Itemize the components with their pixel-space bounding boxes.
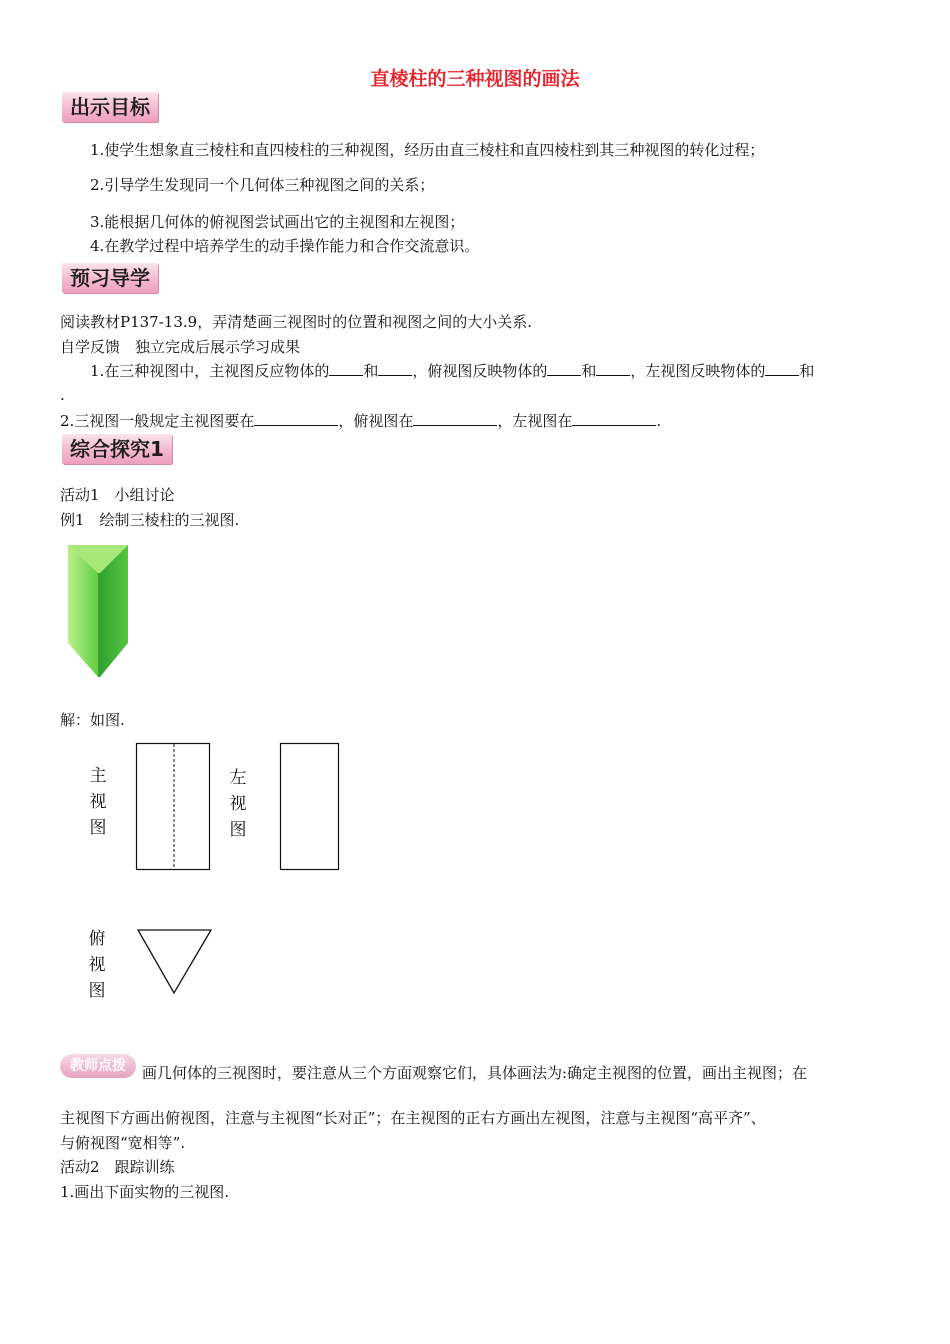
front-view-drawing: [135, 742, 213, 872]
q2-end: .: [656, 412, 662, 430]
tip-line-1: 画几何体的三视图时，要注意从三个方面观察它们，具体画法为:确定主视图的位置，画出主视图；在: [142, 1064, 808, 1082]
question-1-dot: .: [60, 386, 65, 404]
blank-1[interactable]: [329, 361, 363, 376]
goal-item-4: 4.在教学过程中培养学生的动手操作能力和合作交流意识。: [90, 237, 480, 255]
preview-reading: 阅读教材P137-13.9，弄清楚画三视图时的位置和视图之间的大小关系.: [60, 313, 532, 331]
left-view-drawing: [279, 742, 343, 872]
goal-item-2: 2.引导学生发现同一个几何体三种视图之间的关系；: [90, 176, 435, 194]
blank-6[interactable]: [254, 411, 338, 426]
top-view-label: 俯 视 图: [88, 929, 106, 1001]
q1-text-a: 1.在三种视图中，主视图反应物体的: [90, 362, 330, 380]
activity-1: 活动1 小组讨论: [60, 486, 175, 504]
page-title: 直棱柱的三种视图的画法: [370, 68, 580, 90]
blank-4[interactable]: [596, 361, 630, 376]
blank-8[interactable]: [572, 411, 656, 426]
q1-text-f: 和: [799, 362, 815, 380]
q2-text-c: ，左视图在: [497, 412, 573, 430]
blank-7[interactable]: [413, 411, 497, 426]
q1-text-c: ，俯视图反映物体的: [412, 362, 548, 380]
question-1: [90, 361, 814, 381]
section-badge-explore: 综合探究1: [62, 434, 172, 464]
front-view-label: 主 视 图: [89, 766, 107, 838]
left-view-label: 左 视 图: [229, 768, 247, 840]
goal-item-3: 3.能根据几何体的俯视图尝试画出它的主视图和左视图；: [90, 213, 465, 231]
blank-3[interactable]: [547, 361, 581, 376]
activity-2-question-1: 1.画出下面实物的三视图.: [60, 1183, 230, 1201]
teacher-tip-badge: 教师点拨: [60, 1054, 136, 1078]
blank-2[interactable]: [378, 361, 412, 376]
solution-text: 解：如图.: [60, 711, 125, 729]
q1-text-b: 和: [363, 362, 379, 380]
example-1: 例1 绘制三棱柱的三视图.: [60, 511, 240, 529]
prism-illustration: [64, 543, 132, 679]
top-view-drawing: [135, 927, 215, 997]
q2-text-a: 2.三视图一般规定主视图要在: [60, 412, 255, 430]
blank-5[interactable]: [765, 361, 799, 376]
question-2: [60, 411, 661, 431]
preview-feedback: 自学反馈 独立完成后展示学习成果: [60, 338, 301, 356]
q2-text-b: ，俯视图在: [338, 412, 414, 430]
activity-2: 活动2 跟踪训练: [60, 1158, 175, 1176]
section-badge-preview: 预习导学: [62, 263, 158, 293]
q1-text-d: 和: [581, 362, 597, 380]
q1-text-e: ，左视图反映物体的: [630, 362, 766, 380]
goal-item-1: 1.使学生想象直三棱柱和直四棱柱的三种视图，经历由直三棱柱和直四棱柱到其三种视图的转化过程；: [90, 141, 765, 159]
section-badge-goals: 出示目标: [62, 92, 158, 122]
tip-line-3: 与俯视图“宽相等”.: [60, 1134, 186, 1152]
tip-line-2: 主视图下方画出俯视图，注意与主视图“长对正”；在主视图的正右方画出左视图，注意与主视图“高平齐”、: [60, 1109, 766, 1127]
